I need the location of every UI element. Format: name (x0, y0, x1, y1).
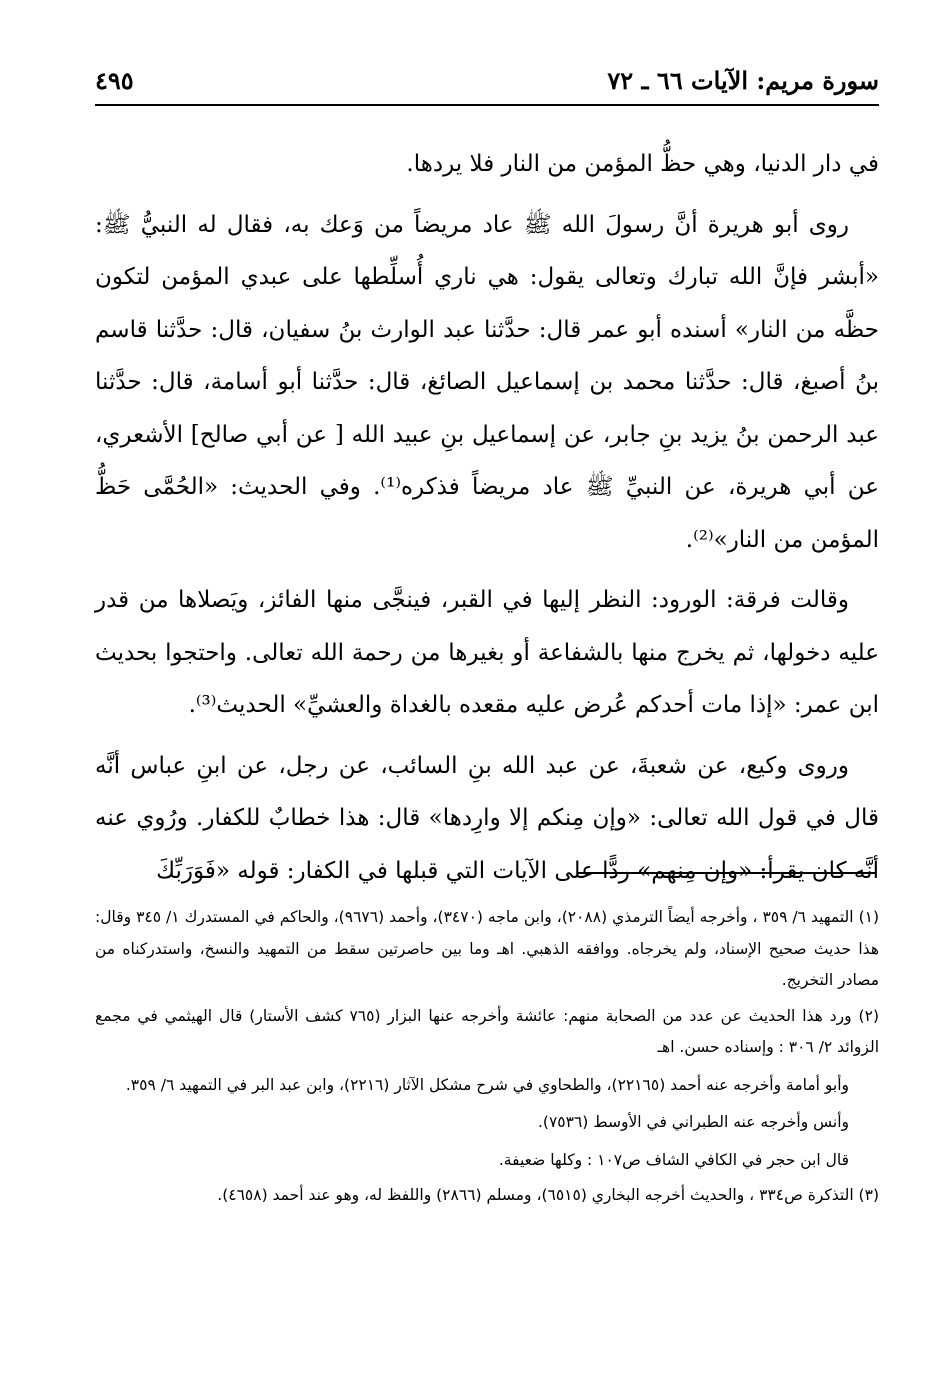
footnote-2: (٢) ورد هذا الحديث عن عدد من الصحابة منهم: عائشة وأخرجه عنها البزار (٧٦٥ كشف الأستار) قال الهيثمي في مجمع الزوائد ٢/ ٣٠٦ : وإسناده حسن. اهـ (95, 1006, 879, 1056)
paragraph: وروى وكيع، عن شعبةَ، عن عبد الله بنِ السائب، عن رجل، عن ابنِ عباس أنَّه قال في قول الله تعالى: «وإن مِنكم إلا وارِدها» قال: هذا خطابٌ للكفار. ورُوي عنه أنَّه كان يقرأ: «وإن مِنهم» ردًّا على الآيات التي قبلها في الكفار: قوله «فَوَرَبِّكَ (95, 752, 879, 884)
footnote-1: (١) التمهيد ٦/ ٣٥٩ ، وأخرجه أيضاً الترمذي (٢٠٨٨)، وابن ماجه (٣٤٧٠)، وأحمد (٩٦٧٦)، والحاكم في المستدرك ١/ ٣٤٥ وقال: هذا حديث صحيح الإسناد، ولم يخرجاه. ووافقه الذهبي. اهـ وما بين حاصرتين سقط من التمهيد والنسخ، واستدركناه من مصادر التخريج. (95, 908, 880, 989)
footnote-2-continuation: وأنس وأخرجه عنه الطبراني في الأوسط (٧٥٣٦). (538, 1113, 849, 1131)
footnote-2-continuation: وأبو أمامة وأخرجه عنه أحمد (٢٢١٦٥)، والطحاوي في شرح مشكل الآثار (٢٢١٦)، وابن عبد البر في التمهيد ٦/ ٣٥٩. (125, 1075, 849, 1094)
footnote-2-continuation: قال ابن حجر في الكافي الشاف ص١٠٧ : وكلها ضعيفة. (498, 1150, 849, 1169)
footnote-divider (578, 872, 875, 874)
footnotes (95, 902, 879, 1212)
header-rule (95, 104, 879, 106)
footnote-3: (٣) التذكرة ص٣٣٤ ، والحديث أخرجه البخاري (٦٥١٥)، ومسلم (٢٨٦٦) واللفظ له، وهو عند أحمد (٤٦٥٨). (217, 1186, 879, 1204)
surah-heading: سورة مريم: الآيات ٦٦ ـ ٧٢ (607, 66, 879, 95)
page-number: ٤٩٥ (95, 66, 134, 95)
paragraph: وقالت فرقة: الورود: النظر إليها في القبر، فينجَّى منها الفائز، ويَصلاها من قدر عليه دخولها، ثم يخرج منها بالشفاعة أو بغيرها من رحمة الله تعالى. واحتجوا بحديث ابن عمر: «إذا مات أحدكم عُرض عليه مقعده بالغداة والعشيِّ» الحديث⁽³⁾. (95, 587, 879, 718)
main-text (95, 138, 879, 897)
paragraph: في دار الدنيا، وهي حظُّ المؤمن من النار فلا يردها. (406, 151, 879, 177)
running-header (95, 58, 879, 106)
paragraph: روى أبو هريرة أنَّ رسولَ الله ﷺ عاد مريضاً من وَعك به، فقال له النبيُّ ﷺ: «أبشر فإنَّ الله تبارك وتعالى يقول: هي ناري أُسلِّطها على عبدي المؤمن لتكون حظَّه من النار» أسنده أبو عمر قال: حدَّثنا عبد الوارث بنُ سفيان، قال: حدَّثنا قاسم بنُ أصبغ، قال: حدَّثنا محمد بن إسماعيل الصائغ، قال: حدَّثنا أبو أسامة، قال: حدَّثنا عبد الرحمن بنُ يزيد بنِ جابر، عن إسماعيل بنِ عبيد الله [ عن أبي صالح] الأشعري، عن أبي هريرة، عن النبيِّ ﷺ عاد مريضاً فذكره⁽¹⁾. وفي الحديث: «الحُمَّى حَظُّ المؤمن من النار»⁽²⁾. (95, 211, 879, 553)
